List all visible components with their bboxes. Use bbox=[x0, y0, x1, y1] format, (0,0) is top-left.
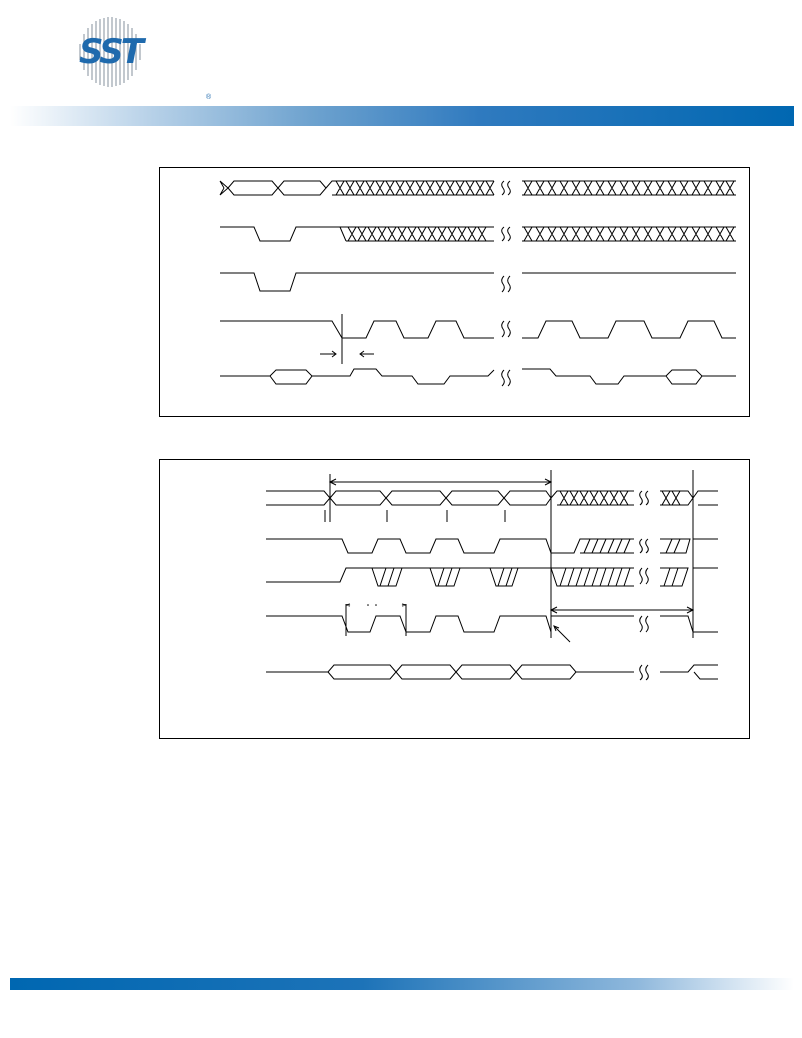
waveform-row-3 bbox=[220, 273, 736, 292]
measurement-bracket bbox=[330, 470, 693, 638]
waveform-row-4-clock bbox=[220, 314, 736, 364]
sst-logo bbox=[70, 14, 212, 101]
waveform-row-5 bbox=[266, 665, 718, 680]
timing-diagram-2 bbox=[159, 459, 750, 739]
waveform-row-3 bbox=[266, 568, 718, 586]
waveform-row-1 bbox=[266, 491, 718, 522]
timing-diagram-2-svg bbox=[160, 460, 749, 738]
waveform-row-5 bbox=[220, 369, 736, 386]
waveform-row-1 bbox=[220, 181, 736, 195]
timing-diagram-1-svg bbox=[160, 168, 749, 416]
footer-gradient-band bbox=[10, 978, 794, 990]
header-gradient-band bbox=[10, 106, 794, 126]
waveform-row-4 bbox=[266, 604, 718, 642]
waveform-row-2 bbox=[220, 227, 736, 241]
registered-mark: ® bbox=[206, 94, 212, 101]
logo-text: SST bbox=[79, 32, 141, 72]
timing-diagram-1 bbox=[159, 167, 750, 417]
waveform-row-2 bbox=[266, 539, 718, 553]
